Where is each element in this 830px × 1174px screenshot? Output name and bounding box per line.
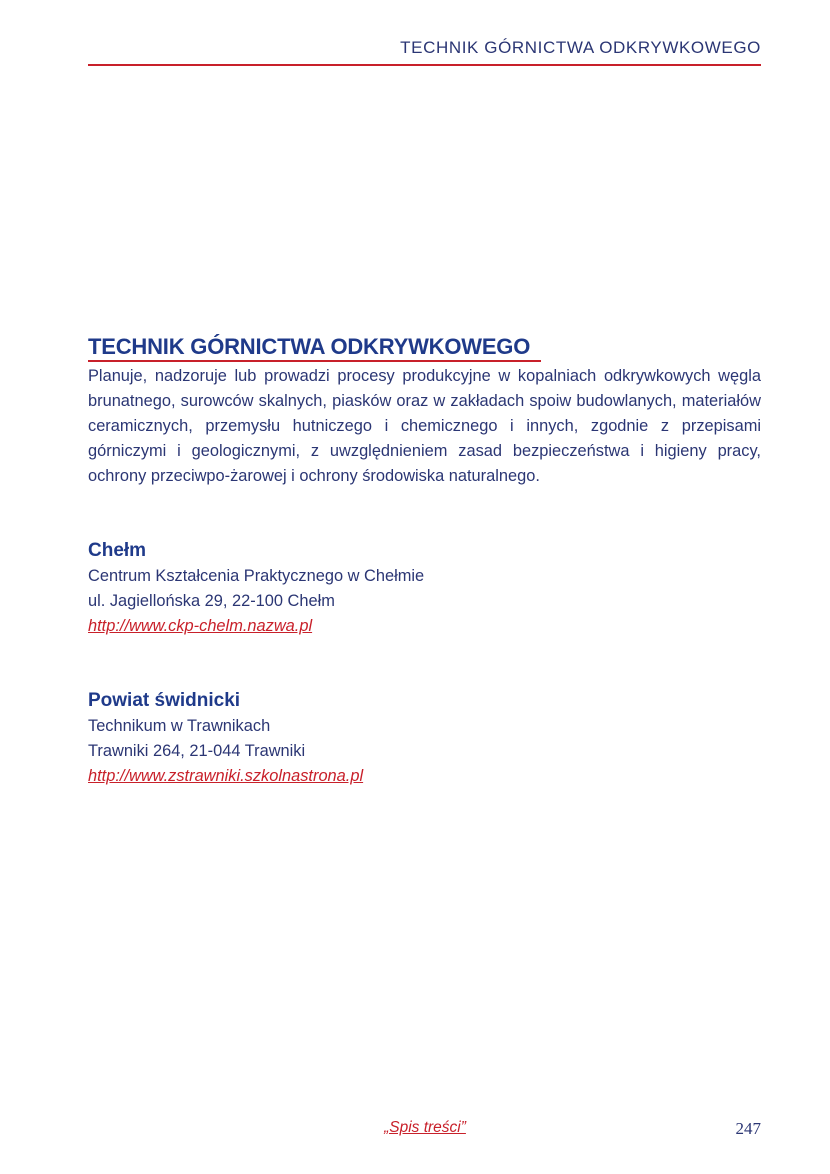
school-location: Powiat świdnicki [88,690,241,711]
school-entry-chelm [88,538,761,639]
section-description: Planuje, nadzoruje lub prowadzi procesy produkcyjne w kopalniach odkrywkowych węgla brunatnego, surowców skalnych, piasków oraz w zakładach spoiw budowlanych, materiałów ceramicznych, przemysłu hutniczego i chemicznego i innych, zgodnie z przepisami górniczymi i geologicznymi, z uwzględnieniem zasad bezpieczeństwa i higieny pracy, ochrony przeciwpo-żarowej i ochrony środowiska naturalnego. [88,367,761,485]
running-header-title: TECHNIK GÓRNICTWA ODKRYWKOWEGO [400,38,761,57]
header-divider [88,64,761,66]
school-website-link[interactable]: http://www.zstrawniki.szkolnastrona.pl [88,767,364,785]
section-title: TECHNIK GÓRNICTWA ODKRYWKOWEGO [88,334,531,359]
school-location: Chełm [88,540,147,561]
school-name: Centrum Kształcenia Praktycznego w Chełmie [88,567,425,585]
school-address: ul. Jagiellońska 29, 22-100 Chełm [88,592,335,610]
school-address: Trawniki 264, 21-044 Trawniki [88,742,306,760]
page-number: 247 [735,1119,761,1138]
school-name: Technikum w Trawnikach [88,717,271,735]
school-entry-swidnicki [88,688,761,789]
school-website-link[interactable]: http://www.ckp-chelm.nazwa.pl [88,617,313,635]
section-title-underline [88,360,541,362]
table-of-contents-link[interactable]: „Spis treści” [384,1119,466,1136]
